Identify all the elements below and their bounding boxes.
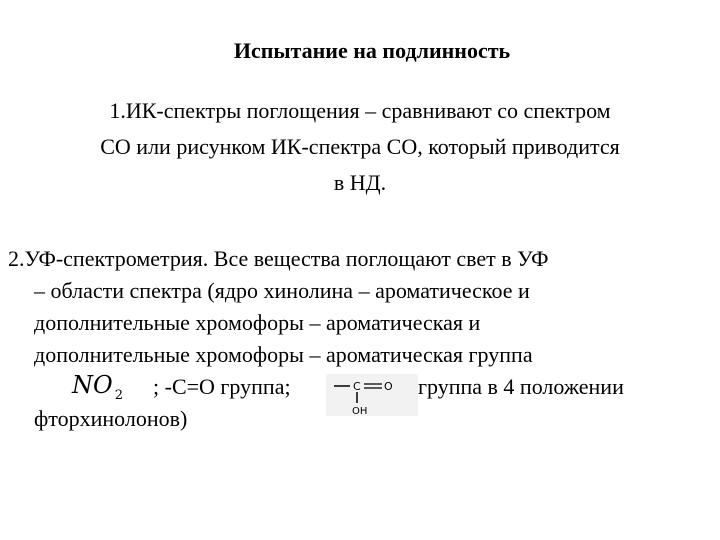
atom-oh: OH [352,406,368,416]
para2-line-1: 2.УФ-спектрометрия. Все вещества поглощают свет в УФ [8,246,549,271]
no2-formula [72,369,121,406]
paragraph-uv-spectrometry [8,243,714,435]
no2-subscript: 2 [114,388,123,403]
para1-line-1: 1.ИК-спектры поглощения – сравнивают со спектром [109,98,611,123]
atom-o: O [384,380,393,393]
para2-line-6: фторхинолонов) [34,406,188,431]
position-4-text: группа в 4 положении [418,374,624,399]
carboxyl-structure-svg [326,374,418,416]
para2-line-4: дополнительные хромофоры – ароматическая группа [34,342,533,367]
carbonyl-group-text: ; -С=О группа; [153,374,291,399]
para1-line-3: в НД. [333,170,387,195]
para2-formula-line [8,371,714,416]
carboxyl-structure-image [326,374,418,416]
page-title: Испытание на подлинность [233,38,511,63]
no2-main: NO [72,371,113,399]
para1-line-2: СО или рисунком ИК-спектра СО, который приводится [100,134,620,159]
paragraph-ir-spectra [20,93,700,201]
para2-line-3: дополнительные хромофоры – ароматическая и [34,310,481,335]
para2-line-2: – области спектра (ядро хинолина – ароматическое и [34,278,530,303]
atom-c: C [353,380,361,393]
